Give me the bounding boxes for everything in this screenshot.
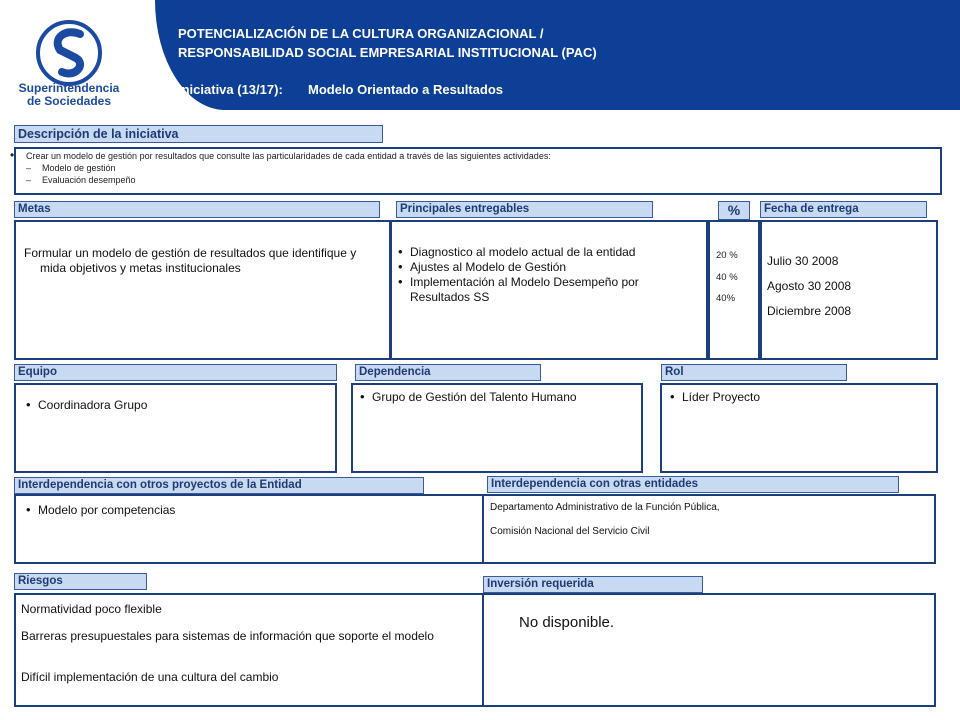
riesgos-divider <box>482 593 484 707</box>
entregables-label: Principales entregables <box>396 201 653 218</box>
equipo-list <box>26 398 326 413</box>
interdep-otras-line2: Comisión Nacional del Servicio Civil <box>490 526 650 537</box>
riesgo-item-1: Normatividad poco flexible <box>21 602 162 616</box>
dependencia-item: • Grupo de Gestión del Talento Humano <box>360 390 640 405</box>
entregables-list <box>398 245 698 305</box>
descripcion-item-dash: – <box>26 163 32 173</box>
logo-text-line1: Superintendencia <box>18 81 120 95</box>
interdep-otras-line1: Departamento Administrativo de la Función Pública, <box>490 502 720 513</box>
descripcion-main-text: Crear un modelo de gestión por resultados que consulte las particularidades de cada entidad a través de las siguientes actividades: <box>26 151 551 161</box>
rol-label: Rol <box>661 364 847 381</box>
porcentaje-value-3: 40% <box>716 293 736 304</box>
logo-text-line2: de Sociedades <box>26 94 112 108</box>
fecha-label: Fecha de entrega <box>760 201 927 218</box>
riesgos-label: Riesgos <box>14 573 147 590</box>
porcentaje-label: % <box>718 201 750 220</box>
interdep-entidad-label: Interdependencia con otros proyectos de la Entidad <box>14 477 424 494</box>
header-title-line1: POTENCIALIZACIÓN DE LA CULTURA ORGANIZACIONAL / <box>178 26 544 41</box>
inversion-text: No disponible. <box>519 614 615 631</box>
dependencia-list <box>360 390 640 405</box>
interdep-entidad-list <box>26 503 466 518</box>
inversion-label: Inversión requerida <box>483 576 703 593</box>
descripcion-bullet-icon: • <box>10 148 15 162</box>
porcentaje-value-1: 20 % <box>716 250 738 261</box>
rol-list <box>670 390 930 405</box>
header-title-line2: RESPONSABILIDAD SOCIAL EMPRESARIAL INSTITUCIONAL (PAC) <box>178 45 597 60</box>
fecha-value-1: Julio 30 2008 <box>767 254 839 268</box>
dependencia-label: Dependencia <box>355 364 541 381</box>
interdep-divider <box>482 494 484 564</box>
entregable-item: • Diagnostico al modelo actual de la entidad <box>398 245 698 260</box>
equipo-box <box>14 383 337 473</box>
entregable-item: • Implementación al Modelo Desempeño por Resultados SS <box>398 275 698 305</box>
metas-label: Metas <box>14 201 380 218</box>
entregable-item: • Ajustes al Modelo de Gestión <box>398 260 698 275</box>
fecha-value-2: Agosto 30 2008 <box>767 279 852 293</box>
riesgo-item-3: Difícil implementación de una cultura del cambio <box>21 670 279 684</box>
initiative-label: Iniciativa (13/17): <box>178 82 283 97</box>
metas-text: Formular un modelo de gestión de resultados que identifique y mida objetivos y metas institucionales <box>24 246 357 275</box>
initiative-name: Modelo Orientado a Resultados <box>308 82 504 97</box>
descripcion-item-2: Evaluación desempeño <box>42 175 136 185</box>
equipo-label: Equipo <box>14 364 337 381</box>
equipo-item: • Coordinadora Grupo <box>26 398 326 413</box>
descripcion-label: Descripción de la iniciativa <box>14 125 383 143</box>
metas-box <box>14 220 391 360</box>
descripcion-item-dash: – <box>26 175 32 185</box>
fecha-value-3: Diciembre 2008 <box>767 304 852 318</box>
rol-item: • Líder Proyecto <box>670 390 930 405</box>
interdep-entidad-item: • Modelo por competencias <box>26 503 466 518</box>
logo-s-icon <box>36 20 102 86</box>
riesgo-item-2: Barreras presupuestales para sistemas de información que soporte el modelo <box>21 629 434 643</box>
porcentaje-value-2: 40 % <box>716 272 738 283</box>
descripcion-item-1: Modelo de gestión <box>42 163 116 173</box>
porcentaje-box <box>708 220 760 360</box>
interdep-otras-label: Interdependencia con otras entidades <box>487 476 899 493</box>
